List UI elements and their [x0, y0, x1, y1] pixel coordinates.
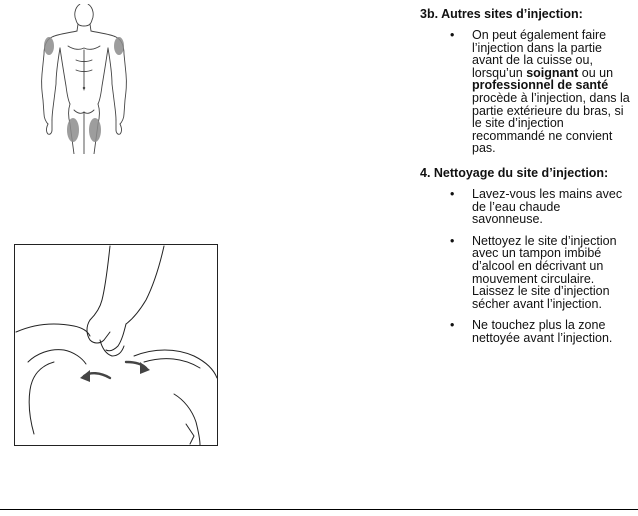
- bullet-text-part: On peut également faire l’injection dans la partie avant de la cuisse ou, lorsqu’un: [472, 28, 607, 80]
- human-body-icon: [28, 4, 140, 154]
- section-4-heading: 4. Nettoyage du site d’injection:: [420, 165, 609, 180]
- section-4-bullet: • Ne touchez plus la zone nettoyée avant l’injection.: [420, 319, 632, 344]
- arm-site-left-shading: [44, 37, 54, 55]
- section-other-injection-sites: [420, 8, 632, 155]
- section-3b-heading: 3b. Autres sites d’injection:: [420, 7, 583, 21]
- instructions-column: [420, 8, 632, 356]
- cleaning-hands-icon: [14, 244, 218, 446]
- section-3b-bullets: [420, 29, 632, 155]
- section-4-bullet: • Lavez-vous les mains avec de l’eau chaude savonneuse.: [420, 188, 632, 226]
- section-4-bullets: [420, 188, 632, 345]
- bullet-text-strong: soignant: [526, 65, 579, 80]
- bullet-text-part: procède à l’injection, dans la partie extérieure du bras, si le site d’injection recommandé ne convient pas.: [472, 90, 630, 156]
- cleaning-injection-site-illustration: [14, 244, 218, 446]
- section-cleaning-injection-site: [420, 167, 632, 345]
- section-3b-bullet: [420, 29, 632, 155]
- bullet-text-strong: professionnel de santé: [472, 78, 609, 93]
- body-injection-sites-illustration: [28, 4, 140, 154]
- arm-site-right-shading: [114, 37, 124, 55]
- bottom-divider: [0, 509, 638, 510]
- thigh-site-left-shading: [67, 118, 79, 142]
- bullet-text-part: ou un: [578, 65, 614, 80]
- thigh-site-right-shading: [89, 118, 101, 142]
- section-4-bullet: • Nettoyez le site d’injection avec un tampon imbibé d’alcool en décrivant un mouvement circulaire. Laissez le site d’injection sécher avant l’injection.: [420, 235, 632, 311]
